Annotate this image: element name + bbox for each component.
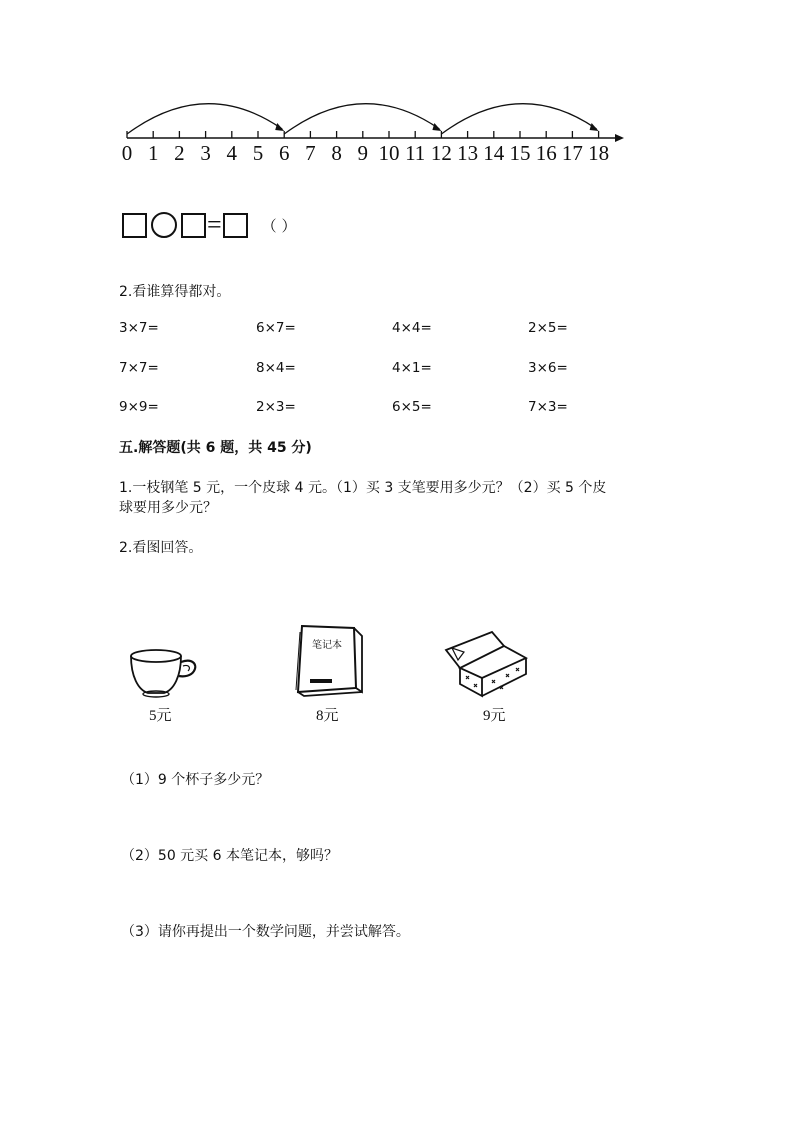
- tick-label: 17: [561, 141, 583, 165]
- jump-arrowhead: [432, 123, 441, 131]
- pencil-box-icon: [442, 628, 530, 700]
- calc-item: 8×4=: [256, 360, 296, 376]
- tick-label: 3: [200, 141, 211, 165]
- jump-arrowhead: [275, 123, 284, 131]
- equals-sign: =: [207, 210, 222, 239]
- calc-item: 7×7=: [119, 360, 159, 376]
- tick-label: 14: [483, 141, 505, 165]
- tick-label: 12: [430, 141, 452, 165]
- jump-arrowhead: [590, 123, 599, 131]
- tick-label: 0: [121, 141, 133, 165]
- tick-label: 9: [357, 141, 369, 165]
- operator-circle[interactable]: [151, 212, 177, 238]
- tick-label: 10: [378, 141, 400, 165]
- tick-label: 8: [331, 141, 342, 165]
- equation-template: [122, 208, 296, 242]
- calc-item: 3×7=: [119, 320, 159, 336]
- problem-1-line-1: 1.一枝钢笔 5 元，一个皮球 4 元。（1）买 3 支笔要用多少元？（2）买 5 个皮: [119, 480, 607, 496]
- calc-item: 2×3=: [256, 399, 296, 415]
- tick-label: 11: [405, 141, 426, 165]
- calc-item: 7×3=: [528, 399, 568, 415]
- number-line: [110, 88, 640, 168]
- jump-arc: [127, 104, 282, 134]
- tick-label: 5: [252, 141, 264, 165]
- tick-label: 7: [305, 141, 316, 165]
- tick-label: 1: [147, 141, 159, 165]
- calc-item: 2×5=: [528, 320, 568, 336]
- calc-item: 6×7=: [256, 320, 296, 336]
- calc-item: 4×4=: [392, 320, 432, 336]
- section-5-title: 五.解答题(共 6 题，共 45 分): [119, 440, 312, 456]
- tick-label: 2: [174, 141, 185, 165]
- axis-arrowhead: [615, 134, 624, 142]
- sub-question-2: （2）50 元买 6 本笔记本，够吗？: [121, 848, 338, 864]
- answer-box[interactable]: [122, 213, 147, 238]
- tick-label: 15: [509, 141, 531, 165]
- tick-label: 18: [588, 141, 610, 165]
- jump-arc: [441, 104, 596, 134]
- teacup-icon: [128, 646, 200, 700]
- teacup-price: 5元: [149, 708, 172, 724]
- problem-2-title: 2.看图回答。: [119, 540, 203, 556]
- tick-label: 6: [278, 141, 290, 165]
- notebook-icon: [290, 622, 366, 698]
- sub-question-3: （3）请你再提出一个数学问题，并尝试解答。: [121, 924, 410, 940]
- calc-item: 3×6=: [528, 360, 568, 376]
- answer-box[interactable]: [181, 213, 206, 238]
- calc-item: 9×9=: [119, 399, 159, 415]
- pencil-box-price: 9元: [483, 708, 506, 724]
- tick-label: 16: [535, 141, 557, 165]
- problem-1-line-2: 球要用多少元？: [119, 500, 217, 516]
- calc-item: 6×5=: [392, 399, 432, 415]
- tick-label: 13: [457, 141, 479, 165]
- tick-label: 4: [226, 141, 238, 165]
- calc-item: 4×1=: [392, 360, 432, 376]
- jump-arc: [284, 104, 439, 134]
- question-2-title: 2.看谁算得都对。: [119, 284, 231, 300]
- problem-1: [119, 478, 719, 518]
- answer-parentheses[interactable]: （ ）: [261, 216, 297, 235]
- answer-box[interactable]: [223, 213, 248, 238]
- notebook-price: 8元: [316, 708, 339, 724]
- notebook-cover-text: 笔记本: [312, 640, 342, 651]
- sub-question-1: （1）9 个杯子多少元？: [121, 772, 270, 788]
